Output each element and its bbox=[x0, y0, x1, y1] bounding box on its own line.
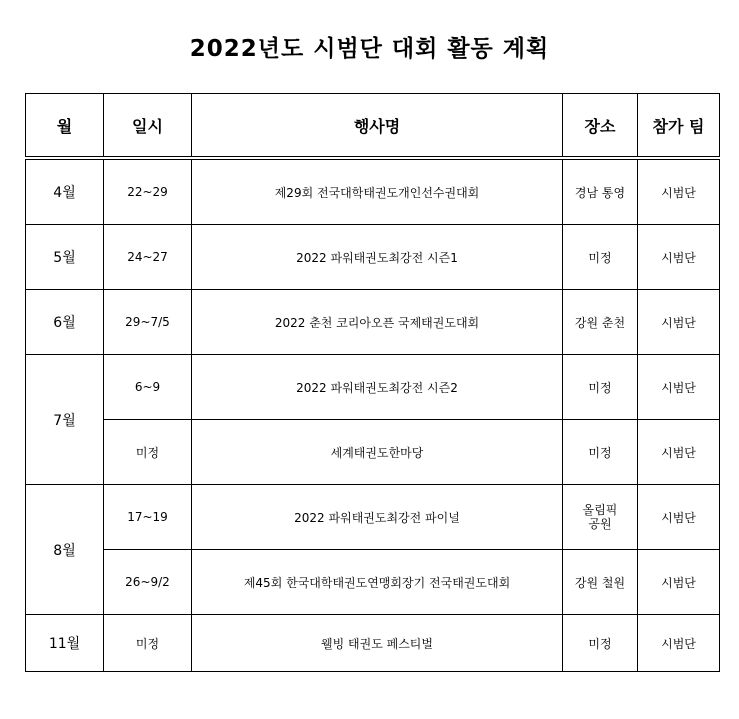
venue-cell: 미정 bbox=[563, 225, 638, 290]
date-cell: 6~9 bbox=[104, 355, 192, 420]
header-date: 일시 bbox=[104, 94, 192, 159]
table-row bbox=[26, 420, 720, 485]
table-row bbox=[26, 225, 720, 290]
venue-cell: 경남 통영 bbox=[563, 158, 638, 225]
team-cell: 시범단 bbox=[638, 225, 720, 290]
venue-cell: 미정 bbox=[563, 355, 638, 420]
table-row bbox=[26, 550, 720, 615]
team-cell: 시범단 bbox=[638, 158, 720, 225]
month-cell: 5월 bbox=[26, 225, 104, 290]
venue-cell: 미정 bbox=[563, 420, 638, 485]
month-cell: 4월 bbox=[26, 158, 104, 225]
venue-cell: 강원 철원 bbox=[563, 550, 638, 615]
header-venue: 장소 bbox=[563, 94, 638, 159]
table-row bbox=[26, 158, 720, 225]
event-cell: 제45회 한국대학태권도연맹회장기 전국태권도대회 bbox=[192, 550, 563, 615]
page-title: 2022년도 시범단 대회 활동 계획 bbox=[189, 36, 550, 62]
event-cell: 2022 파워태권도최강전 시즌2 bbox=[192, 355, 563, 420]
activity-plan-table bbox=[25, 93, 720, 672]
event-cell: 웰빙 태권도 페스티벌 bbox=[192, 615, 563, 672]
team-cell: 시범단 bbox=[638, 355, 720, 420]
header-month: 월 bbox=[26, 94, 104, 159]
event-cell: 세계태권도한마당 bbox=[192, 420, 563, 485]
event-cell: 2022 파워태권도최강전 시즌1 bbox=[192, 225, 563, 290]
date-cell: 17~19 bbox=[104, 485, 192, 550]
team-cell: 시범단 bbox=[638, 290, 720, 355]
venue-cell: 미정 bbox=[563, 615, 638, 672]
month-cell: 11월 bbox=[26, 615, 104, 672]
table-row bbox=[26, 355, 720, 420]
month-cell: 7월 bbox=[26, 355, 104, 485]
event-cell: 제29회 전국대학태권도개인선수권대회 bbox=[192, 158, 563, 225]
month-cell: 6월 bbox=[26, 290, 104, 355]
table-row bbox=[26, 290, 720, 355]
team-cell: 시범단 bbox=[638, 485, 720, 550]
header-event: 행사명 bbox=[192, 94, 563, 159]
date-cell: 미정 bbox=[104, 420, 192, 485]
venue-cell: 강원 춘천 bbox=[563, 290, 638, 355]
team-cell: 시범단 bbox=[638, 550, 720, 615]
team-cell: 시범단 bbox=[638, 420, 720, 485]
month-cell: 8월 bbox=[26, 485, 104, 615]
venue-line-2: 공원 bbox=[588, 517, 612, 531]
venue-cell bbox=[563, 485, 638, 550]
table-row bbox=[26, 615, 720, 672]
date-cell: 미정 bbox=[104, 615, 192, 672]
event-cell: 2022 춘천 코리아오픈 국제태권도대회 bbox=[192, 290, 563, 355]
date-cell: 24~27 bbox=[104, 225, 192, 290]
event-cell: 2022 파워태권도최강전 파이널 bbox=[192, 485, 563, 550]
date-cell: 22~29 bbox=[104, 158, 192, 225]
date-cell: 26~9/2 bbox=[104, 550, 192, 615]
team-cell: 시범단 bbox=[638, 615, 720, 672]
venue-line-1: 올림픽 bbox=[582, 503, 618, 517]
table-header-row bbox=[26, 94, 720, 159]
table-row bbox=[26, 485, 720, 550]
header-team: 참가 팀 bbox=[638, 94, 720, 159]
date-cell: 29~7/5 bbox=[104, 290, 192, 355]
